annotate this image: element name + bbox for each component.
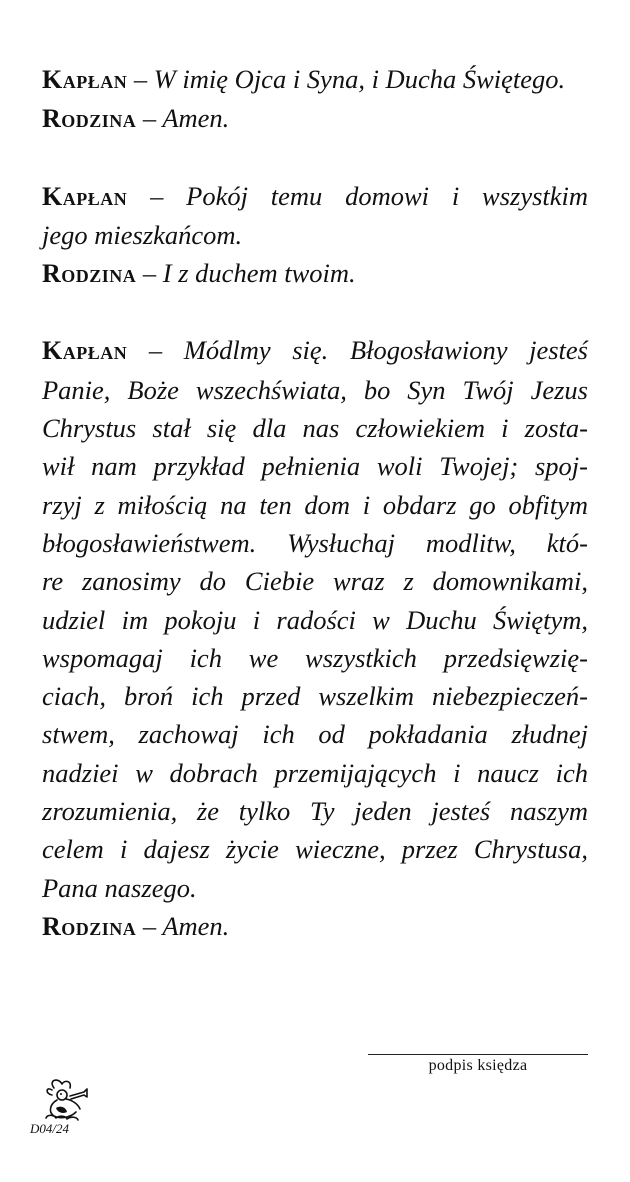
prayer-line: re zanosimy do Ciebie wraz z domownikami, xyxy=(42,566,588,597)
speaker-dash: – xyxy=(133,64,148,94)
prayer-line: nadziei w dobrach przemijających i naucz ich xyxy=(42,757,588,788)
prayer-line: Chrystus stał się dla nas człowiekiem i zosta- xyxy=(42,413,588,444)
prayer-line: ciach, broń ich przed wszelkim niebezpieczeń- xyxy=(42,681,588,712)
prayer-line: udziel im pokoju i radości w Duchu Świętym, xyxy=(42,604,588,635)
prayer-line: wił nam przykład pełnienia woli Twojej; spoj- xyxy=(42,451,588,482)
prayer-line: błogosławieństwem. Wysłuchaj modlitw, któ- xyxy=(42,527,588,558)
dialogue-line xyxy=(42,907,588,946)
dialogue-line xyxy=(42,254,588,293)
signature-label: podpis księdza xyxy=(428,1057,528,1074)
prayer-line: zrozumienia, że tylko Ty jeden jesteś naszym xyxy=(42,796,588,827)
speaker-label: Rodzina xyxy=(42,104,137,134)
prayer-line: Panie, Boże wszechświata, bo Syn Twój Jezus xyxy=(42,374,588,405)
signature-line xyxy=(368,1054,588,1055)
speaker-dash: – xyxy=(148,335,163,366)
speaker-dash: – xyxy=(142,910,157,941)
speaker-dash: – xyxy=(142,258,157,289)
prayer-line: stwem, zachowaj ich od pokładania złudnej xyxy=(42,719,588,750)
speaker-label: Kapłan xyxy=(42,336,128,366)
line-text: I z duchem twoim. xyxy=(162,258,356,289)
continuation-line: jego mieszkańcom. xyxy=(42,219,243,250)
footer-code: D04/24 xyxy=(30,1121,69,1136)
dialogue-line xyxy=(42,331,588,370)
line-text: Amen. xyxy=(162,910,230,941)
line-text: Pokój temu domowi i wszystkim xyxy=(186,180,589,211)
prayer-text xyxy=(42,60,588,946)
angel-icon xyxy=(40,1078,90,1122)
dialogue-line xyxy=(42,60,588,99)
prayer-line: wspomagaj ich we wszystkich przedsięwzię- xyxy=(42,642,588,673)
dialogue-line xyxy=(42,177,588,216)
speaker-label: Kapłan xyxy=(42,65,128,94)
dialogue-line xyxy=(42,99,588,138)
speaker-label: Rodzina xyxy=(42,259,137,289)
line-text: Amen. xyxy=(162,103,230,134)
speaker-dash: – xyxy=(142,103,157,134)
line-text: W imię Ojca i Syna, i Ducha Świętego. xyxy=(153,64,566,94)
line-text: Módlmy się. Błogosławiony jesteś xyxy=(183,335,588,366)
speaker-label: Rodzina xyxy=(42,911,137,941)
speaker-label: Kapłan xyxy=(42,181,128,211)
speaker-dash: – xyxy=(150,180,164,211)
prayer-line: Pana naszego. xyxy=(42,872,197,903)
prayer-line: rzyj z miłością na ten dom i obdarz go obfitym xyxy=(42,489,588,520)
prayer-line: celem i dajesz życie wieczne, przez Chrystusa, xyxy=(42,834,588,865)
